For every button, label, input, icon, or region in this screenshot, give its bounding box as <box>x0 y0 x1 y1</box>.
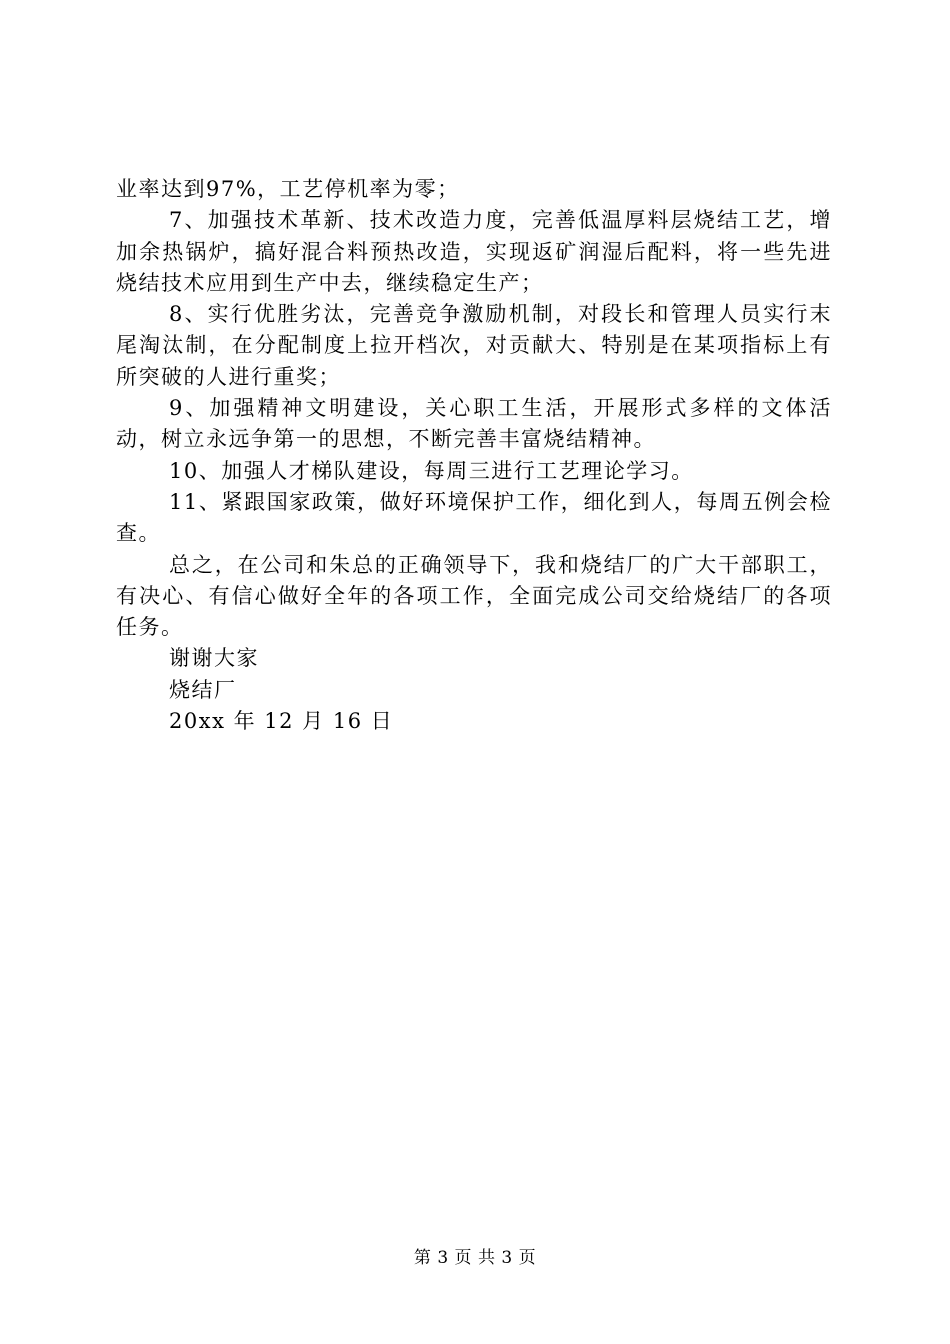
closing-signature: 烧结厂 <box>169 677 237 702</box>
paragraph-item-11: 11、紧跟国家政策，做好环境保护工作，细化到人，每周五例会检查。 <box>116 489 832 546</box>
paragraph-continuation: 业率达到97%，工艺停机率为零； <box>116 177 460 201</box>
paragraph-summary: 总之，在公司和朱总的正确领导下，我和烧结厂的广大干部职工，有决心、有信心做好全年的各项工作，全面完成公司交给烧结厂的各项任务。 <box>116 552 832 640</box>
paragraph-item-10: 10、加强人才梯队建设，每周三进行工艺理论学习。 <box>169 458 694 483</box>
document-body <box>116 174 832 737</box>
paragraph-item-9: 9、加强精神文明建设，关心职工生活，开展形式多样的文体活动，树立永远争第一的思想，不断完善丰富烧结精神。 <box>116 396 832 452</box>
paragraph-item-8: 8、实行优胜劣汰，完善竞争激励机制，对段长和管理人员实行末尾淘汰制，在分配制度上拉开档次，对贡献大、特别是在某项指标上有所突破的人进行重奖； <box>116 302 832 389</box>
closing-date: 20xx 年 12 月 16 日 <box>169 709 394 734</box>
paragraph-item-7: 7、加强技术革新、技术改造力度，完善低温厚料层烧结工艺，增加余热锅炉，搞好混合料预热改造，实现返矿润湿后配料，将一些先进烧结技术应用到生产中去，继续稳定生产； <box>116 208 832 295</box>
closing-thanks: 谢谢大家 <box>169 646 259 671</box>
page-footer: 第 3 页 共 3 页 <box>413 1248 537 1268</box>
